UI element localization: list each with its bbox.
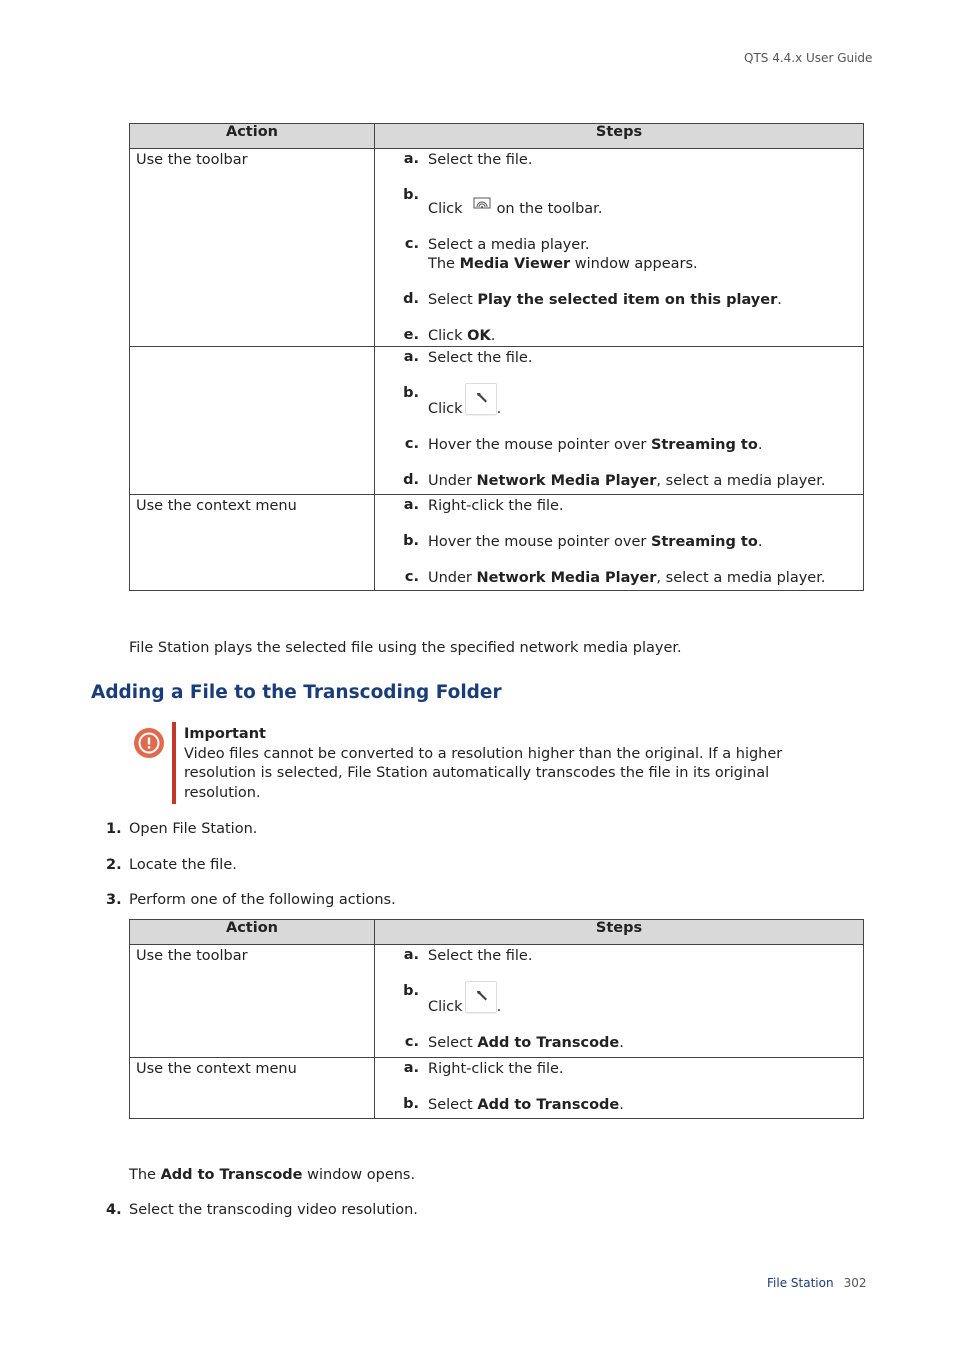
table-header-steps: Steps bbox=[375, 124, 864, 149]
list-item: 1. Open File Station. bbox=[106, 821, 258, 837]
list-item: 2. Locate the file. bbox=[106, 857, 237, 873]
action-cell: Use the toolbar bbox=[130, 945, 375, 1058]
transcode-result-paragraph: The Add to Transcode window opens. bbox=[129, 1167, 416, 1183]
steps-cell bbox=[375, 347, 864, 495]
step: b. Select Add to Transcode. bbox=[403, 1096, 624, 1113]
step: b. Click on the toolbar. bbox=[403, 187, 603, 217]
step: c. Select Add to Transcode. bbox=[404, 1034, 624, 1051]
action-cell: Use the context menu bbox=[130, 1058, 375, 1119]
result-paragraph: File Station plays the selected file using the specified network media player. bbox=[129, 640, 682, 656]
page-number: 302 bbox=[843, 1276, 867, 1290]
exclamation-icon bbox=[133, 727, 165, 759]
step: b. Hover the mouse pointer over Streaming to. bbox=[403, 533, 763, 550]
steps-cell bbox=[375, 149, 864, 347]
step: d. Select Play the selected item on this player. bbox=[403, 291, 782, 308]
step: b. Click . bbox=[403, 983, 502, 1015]
step: e. Click OK. bbox=[403, 327, 496, 344]
steps-cell bbox=[375, 945, 864, 1058]
table-header-action: Action bbox=[130, 920, 375, 945]
media-streaming-icon bbox=[473, 197, 491, 211]
table-row bbox=[130, 149, 864, 347]
footer-section: File Station bbox=[767, 1276, 834, 1290]
step: a. Right-click the file. bbox=[403, 497, 564, 514]
table-header-action: Action bbox=[130, 124, 375, 149]
transcode-actions-table bbox=[129, 919, 864, 1119]
list-item: 4. Select the transcoding video resolution. bbox=[106, 1202, 418, 1218]
table-row bbox=[130, 495, 864, 591]
step: a. Select the file. bbox=[403, 349, 533, 366]
table-header-steps: Steps bbox=[375, 920, 864, 945]
important-note bbox=[184, 725, 784, 803]
streaming-actions-table bbox=[129, 123, 864, 591]
action-cell bbox=[130, 347, 375, 495]
action-cell: Use the toolbar bbox=[130, 149, 375, 347]
steps-cell bbox=[375, 1058, 864, 1119]
important-title: Important bbox=[184, 726, 266, 742]
guide-header: QTS 4.4.x User Guide bbox=[744, 51, 873, 65]
section-title: Adding a File to the Transcoding Folder bbox=[91, 682, 502, 703]
list-item: 3. Perform one of the following actions. bbox=[106, 892, 396, 908]
important-bar bbox=[172, 722, 176, 804]
table-row bbox=[130, 945, 864, 1058]
step: c. Select a media player. The Media Viewer window appears. bbox=[404, 236, 698, 272]
wrench-icon bbox=[465, 383, 497, 415]
wrench-icon bbox=[465, 981, 497, 1013]
steps-cell bbox=[375, 495, 864, 591]
step: a. Select the file. bbox=[403, 947, 533, 964]
step: a. Select the file. bbox=[403, 151, 533, 168]
step: a. Right-click the file. bbox=[403, 1060, 564, 1077]
step: b. Click . bbox=[403, 385, 502, 417]
step: c. Hover the mouse pointer over Streaming to. bbox=[404, 436, 763, 453]
table-row bbox=[130, 1058, 864, 1119]
step: c. Under Network Media Player, select a media player. bbox=[404, 569, 826, 586]
important-body: Video files cannot be converted to a resolution higher than the original. If a higher resolution is selected, File Station automatically transcodes the file in its original resolution. bbox=[184, 745, 783, 801]
action-cell: Use the context menu bbox=[130, 495, 375, 591]
step: d. Under Network Media Player, select a media player. bbox=[403, 472, 826, 489]
page-footer bbox=[767, 1276, 866, 1290]
table-row bbox=[130, 347, 864, 495]
